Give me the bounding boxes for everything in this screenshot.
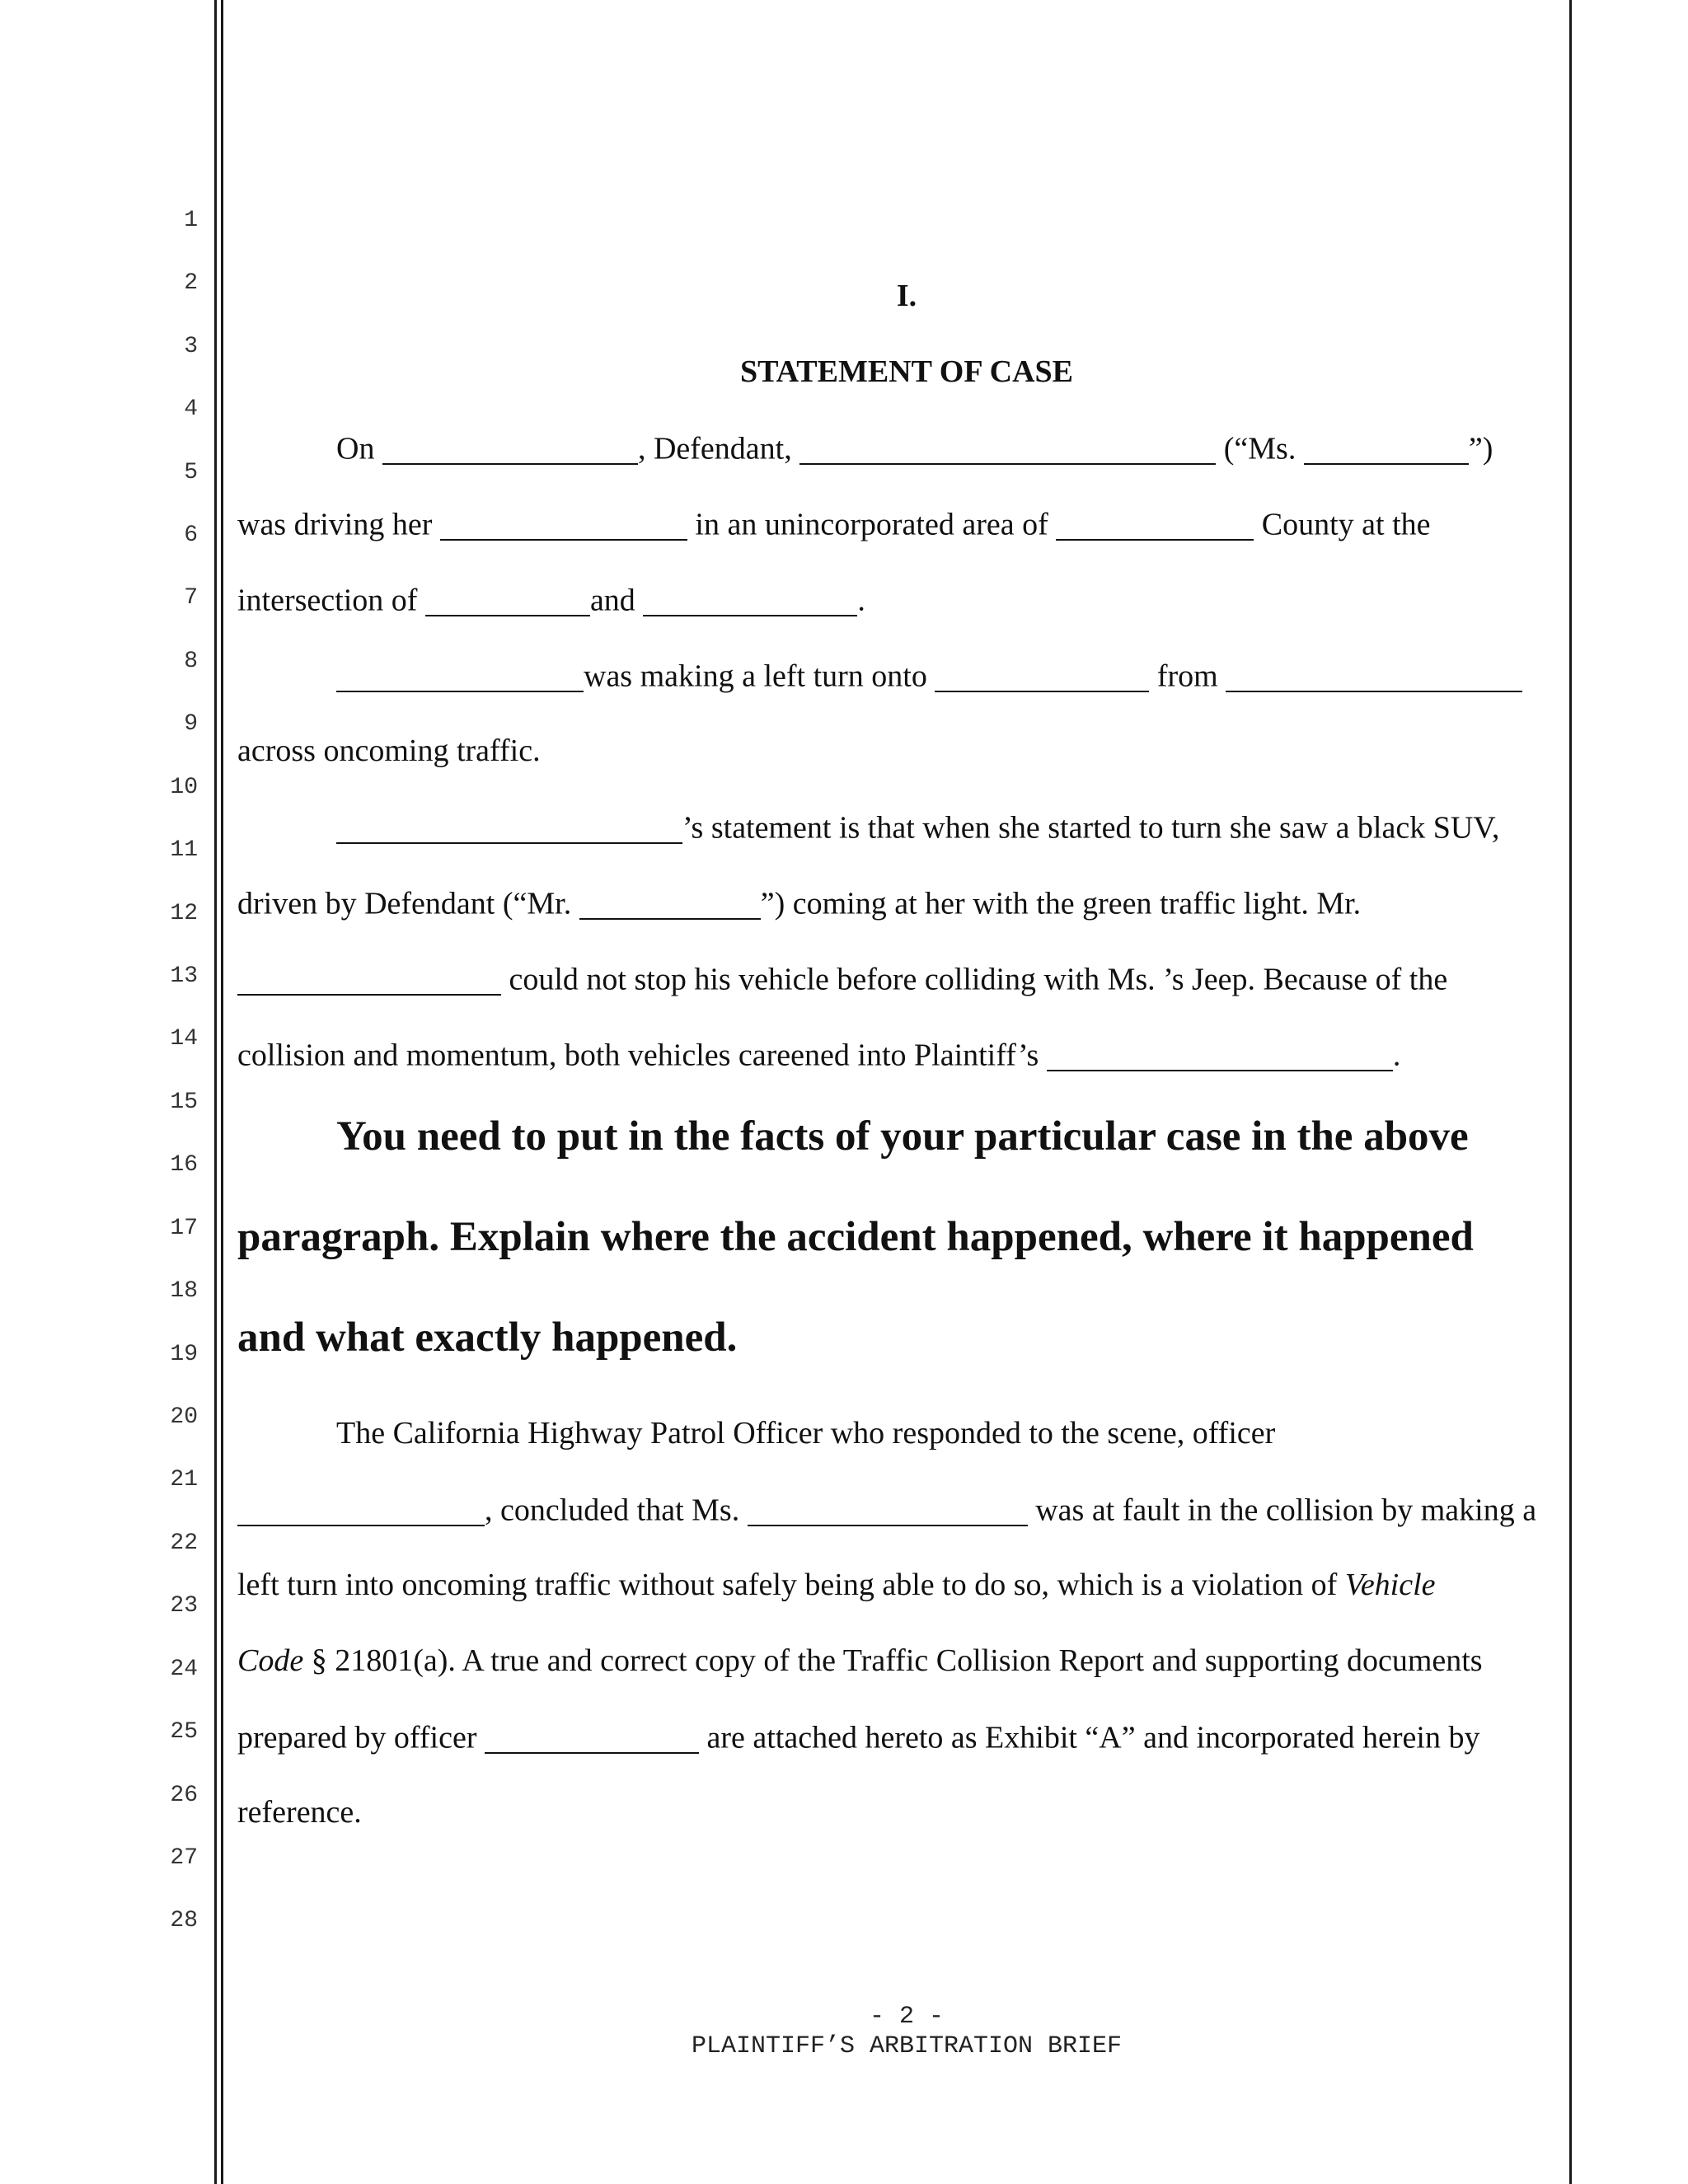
text: (“Ms.: [1223, 431, 1296, 466]
line-number: 9: [184, 711, 198, 737]
ms-fault-name-blank[interactable]: [748, 1493, 1028, 1526]
line-number: 21: [170, 1467, 198, 1493]
text: collision and momentum, both vehicles careened into Plaintiff’s: [237, 1038, 1039, 1073]
mr-name-blank-2[interactable]: [237, 963, 501, 996]
instruction-line1: You need to put in the facts of your particular case in the above: [336, 1113, 1469, 1160]
line-number: 14: [170, 1026, 198, 1052]
text: prepared by officer: [237, 1720, 477, 1755]
text: .: [857, 583, 865, 618]
line-number: 6: [184, 523, 198, 548]
para4-line2: [237, 1493, 1581, 1526]
para4-line1: [237, 1418, 1680, 1449]
left-margin-rule-inner: [221, 0, 223, 2184]
text: , concluded that Ms.: [485, 1493, 740, 1528]
left-margin-rule-outer: [214, 0, 217, 2184]
line-number: 5: [184, 460, 198, 485]
prepared-officer-blank[interactable]: [485, 1721, 699, 1754]
line-number: 19: [170, 1342, 198, 1367]
para2-line1: [237, 659, 1680, 692]
mr-name-blank[interactable]: [579, 887, 761, 920]
statement-name-blank[interactable]: [336, 811, 682, 844]
right-margin-rule: [1569, 0, 1572, 2184]
text: ’s statement is that when she started to turn she saw a black SUV,: [682, 810, 1500, 846]
line-number: 25: [170, 1719, 198, 1745]
section-numeral: I.: [896, 279, 917, 313]
line-number: 22: [170, 1530, 198, 1556]
section-title: STATEMENT OF CASE: [739, 354, 1073, 389]
text: .: [1392, 1038, 1401, 1073]
line-number: 23: [170, 1593, 198, 1619]
line-number: 15: [170, 1090, 198, 1115]
para1-line1: [237, 432, 1680, 465]
para4-line5: [237, 1721, 1581, 1754]
instruction-line3: and what exactly happened.: [237, 1315, 738, 1361]
text: intersection of: [237, 583, 418, 618]
text: , Defendant,: [637, 431, 792, 466]
para3-line1: [237, 811, 1680, 844]
line-number: 2: [184, 270, 198, 296]
line-number: 11: [170, 837, 198, 863]
para1-line3: [237, 583, 1581, 616]
line-number: 28: [170, 1908, 198, 1933]
county-blank[interactable]: [1056, 508, 1254, 541]
line-number: 20: [170, 1404, 198, 1430]
text: ”): [1468, 431, 1493, 466]
line-number: 26: [170, 1783, 198, 1808]
text: and: [589, 583, 635, 618]
instruction-line2: paragraph. Explain where the accident happened, where it happened: [237, 1214, 1474, 1260]
ms-name-blank[interactable]: [1304, 432, 1469, 465]
line-number: 12: [170, 901, 198, 926]
line-number: 8: [184, 649, 198, 674]
onto-street-blank[interactable]: [935, 659, 1149, 692]
page-number: - 2 -: [869, 2003, 944, 2031]
street2-blank[interactable]: [643, 583, 857, 616]
para4-line4: [237, 1645, 1581, 1676]
text: from: [1156, 658, 1218, 694]
vehicle-italic: Vehicle: [1344, 1568, 1436, 1602]
officer-name-blank[interactable]: [237, 1493, 485, 1526]
from-street-blank[interactable]: [1226, 659, 1522, 692]
para3-line4: [237, 1038, 1581, 1071]
line-number: 1: [184, 208, 198, 233]
line-number: 13: [170, 963, 198, 989]
property-blank[interactable]: [1047, 1038, 1393, 1071]
code-italic: Code: [237, 1643, 304, 1678]
text: could not stop his vehicle before colliding with Ms. ’s Jeep. Because of the: [509, 962, 1448, 997]
text: driven by Defendant (“Mr.: [237, 886, 572, 921]
text: § 21801(a). A true and correct copy of the Traffic Collision Report and supporting documents: [311, 1643, 1483, 1678]
defendant-name-blank[interactable]: [799, 432, 1216, 465]
text: On: [336, 431, 375, 466]
line-number: 7: [184, 585, 198, 611]
text: reference.: [237, 1795, 362, 1830]
text: ”) coming at her with the green traffic light. Mr.: [760, 886, 1362, 921]
line-number: 24: [170, 1657, 198, 1682]
para4-line3: [237, 1569, 1581, 1601]
driver-blank[interactable]: [336, 659, 584, 692]
text: in an unincorporated area of: [695, 507, 1048, 542]
text: was making a left turn onto: [584, 658, 927, 694]
footer-title: PLAINTIFF’S ARBITRATION BRIEF: [691, 2032, 1123, 2060]
line-number: 16: [170, 1152, 198, 1178]
line-number: 27: [170, 1845, 198, 1871]
text: was at fault in the collision by making a: [1035, 1493, 1537, 1528]
text: are attached hereto as Exhibit “A” and incorporated herein by: [706, 1720, 1480, 1755]
line-number: 4: [184, 396, 198, 422]
text: was driving her: [237, 507, 433, 542]
date-blank[interactable]: [382, 432, 638, 465]
text: left turn into oncoming traffic without safely being able to do so, which is a violation of: [237, 1568, 1338, 1602]
line-number: 10: [170, 775, 198, 800]
para2-line2: [237, 735, 1581, 766]
para3-line2: [237, 887, 1581, 920]
para1-line2: [237, 508, 1581, 541]
text: across oncoming traffic.: [237, 733, 541, 768]
line-number: 17: [170, 1216, 198, 1241]
text: The California Highway Patrol Officer who responded to the scene, officer: [336, 1416, 1276, 1451]
vehicle-blank[interactable]: [440, 508, 687, 541]
line-number: 18: [170, 1278, 198, 1304]
para4-line6: [237, 1797, 1581, 1828]
para3-line3: [237, 963, 1581, 996]
line-number: 3: [184, 334, 198, 359]
text: County at the: [1261, 507, 1431, 542]
street1-blank[interactable]: [425, 583, 590, 616]
